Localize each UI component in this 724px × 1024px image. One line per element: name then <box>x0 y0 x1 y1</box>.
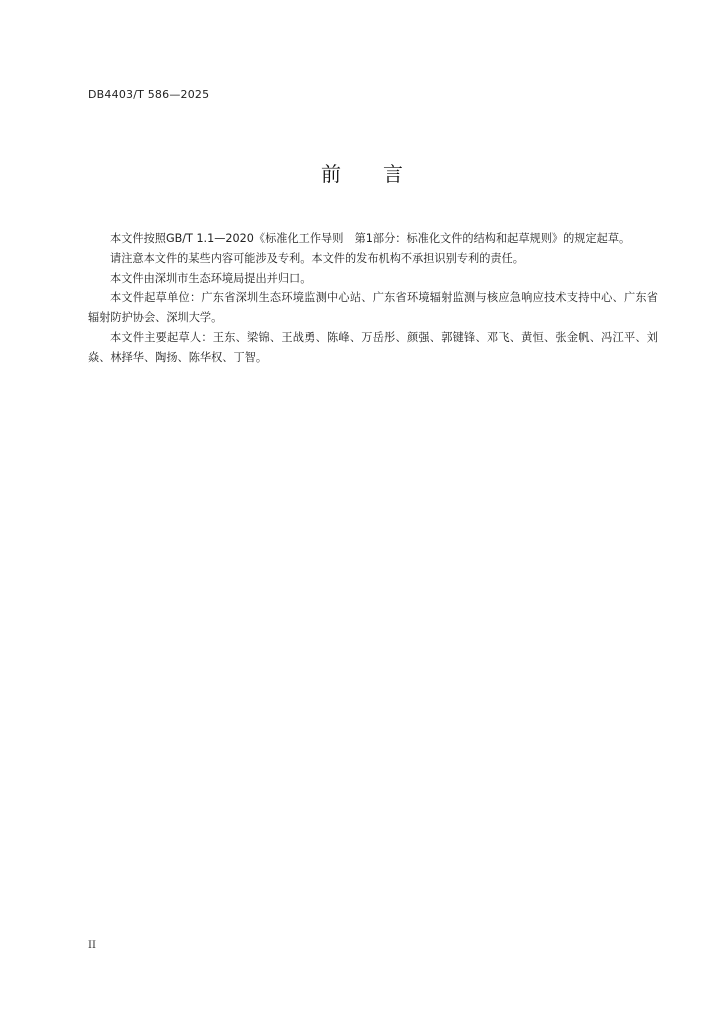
paragraph-patent-notice: 请注意本文件的某些内容可能涉及专利。本文件的发布机构不承担识别专利的责任。 <box>110 251 524 265</box>
title-char-2: 言 <box>383 162 403 186</box>
paragraph-drafting-units: 本文件起草单位：广东省深圳生态环境监测中心站、广东省环境辐射监测与核应急响应技术支持中心、广东省辐射防护协会、深圳大学。 <box>88 291 658 325</box>
title-char-1: 前 <box>321 162 341 186</box>
paragraph-proposer: 本文件由深圳市生态环境局提出并归口。 <box>110 271 312 285</box>
preface-title <box>0 158 724 187</box>
page-number: II <box>88 940 96 951</box>
paragraph-drafters: 本文件主要起草人：王东、梁锦、王战勇、陈峰、万岳彤、颜强、郭键锋、邓飞、黄恒、张金帆、冯江平、刘焱、林择华、陶扬、陈华权、丁智。 <box>88 330 658 364</box>
preface-body <box>88 229 658 368</box>
paragraph-drafting-rules: 本文件按照GB/T 1.1—2020《标准化工作导则 第1部分：标准化文件的结构和起草规则》的规定起草。 <box>110 232 631 245</box>
standard-code: DB4403/T 586—2025 <box>88 88 210 101</box>
